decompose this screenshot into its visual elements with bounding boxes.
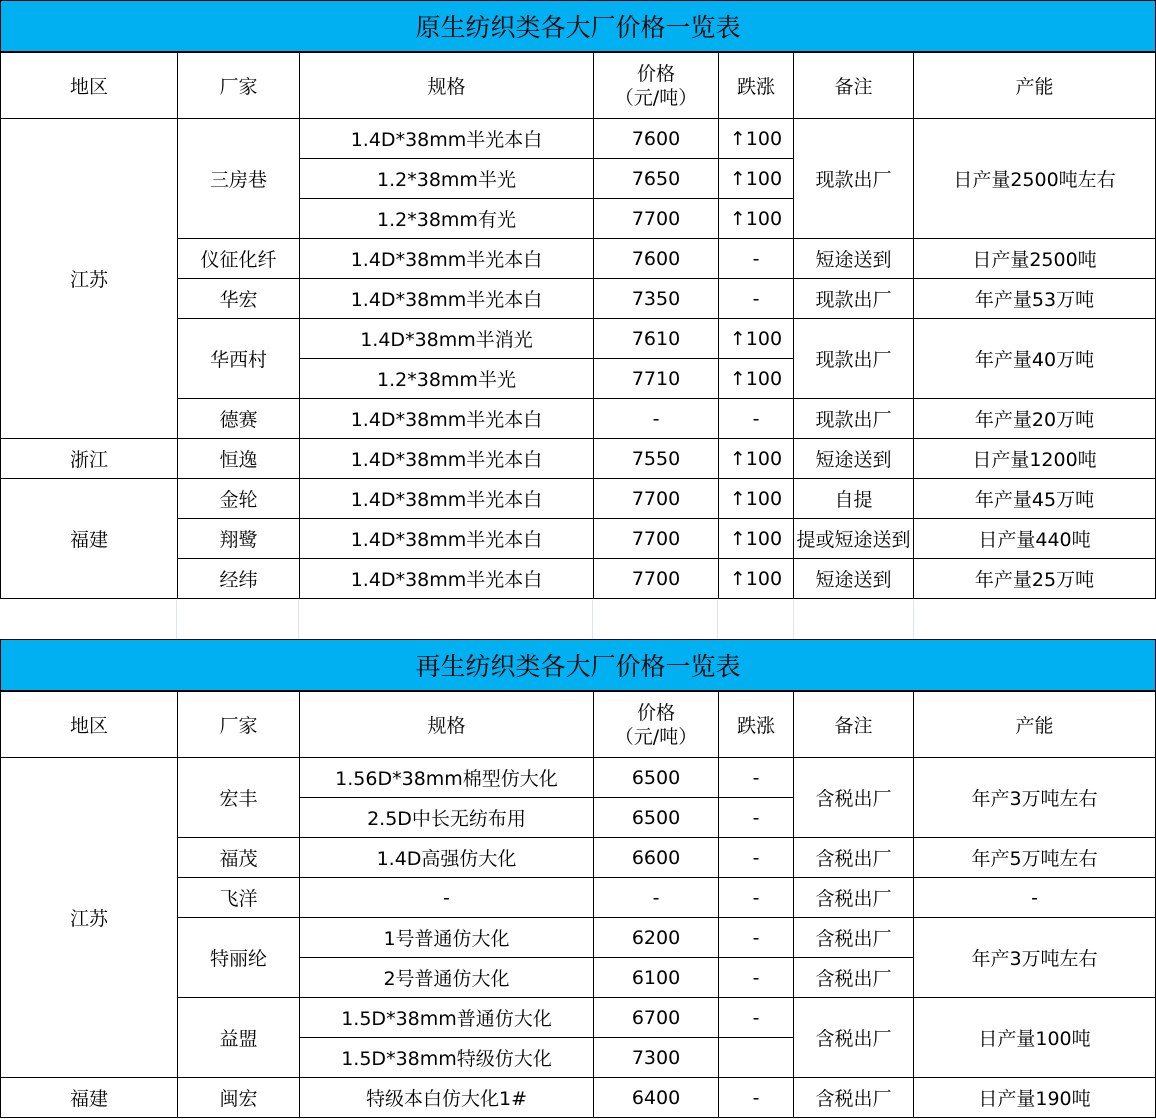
capacity-cell: 日产量1200吨 bbox=[914, 439, 1156, 479]
price-cell: 7700 bbox=[594, 519, 719, 559]
capacity-cell: 年产量45万吨 bbox=[914, 479, 1156, 519]
change-cell: - bbox=[719, 1078, 794, 1118]
capacity-cell: 年产3万吨左右 bbox=[914, 918, 1156, 998]
spec-cell: 1.4D*38mm半光本白 bbox=[300, 119, 594, 159]
factory-cell: 飞洋 bbox=[178, 878, 300, 918]
region-cell: 福建 bbox=[1, 1078, 178, 1118]
note-cell: 含税出厂 bbox=[794, 878, 914, 918]
spec-cell: 1号普通仿大化 bbox=[300, 918, 594, 958]
spec-cell: 1.4D*38mm半光本白 bbox=[300, 439, 594, 479]
price-cell: 6500 bbox=[594, 758, 719, 798]
factory-cell: 德赛 bbox=[178, 399, 300, 439]
table2 bbox=[0, 691, 1156, 1118]
table-row bbox=[1, 479, 1156, 519]
gridline bbox=[913, 600, 914, 639]
spec-cell: 1.4D*38mm半光本白 bbox=[300, 519, 594, 559]
spec-cell: 1.2*38mm半光 bbox=[300, 159, 594, 199]
capacity-cell: 日产量2500吨左右 bbox=[914, 119, 1156, 239]
region-cell: 江苏 bbox=[1, 758, 178, 1078]
table-row bbox=[1, 439, 1156, 479]
header-factory: 厂家 bbox=[178, 53, 300, 119]
note-cell: 提或短途送到 bbox=[794, 519, 914, 559]
note-cell: 含税出厂 bbox=[794, 918, 914, 958]
header-factory: 厂家 bbox=[178, 692, 300, 758]
price-cell: - bbox=[594, 878, 719, 918]
change-cell: ↑100 bbox=[719, 119, 794, 159]
table-row bbox=[1, 119, 1156, 159]
spec-cell: 1.2*38mm半光 bbox=[300, 359, 594, 399]
capacity-cell: 年产量40万吨 bbox=[914, 319, 1156, 399]
spec-cell: 1.4D*38mm半光本白 bbox=[300, 399, 594, 439]
note-cell: 短途送到 bbox=[794, 239, 914, 279]
spec-cell: 1.5D*38mm特级仿大化 bbox=[300, 1038, 594, 1078]
header-spec: 规格 bbox=[300, 53, 594, 119]
gridline bbox=[298, 600, 299, 639]
table1-header-row bbox=[1, 53, 1156, 119]
spec-cell: 2.5D中长无纺布用 bbox=[300, 798, 594, 838]
note-cell: 含税出厂 bbox=[794, 838, 914, 878]
factory-cell: 华宏 bbox=[178, 279, 300, 319]
spec-cell: 1.4D*38mm半光本白 bbox=[300, 239, 594, 279]
header-note: 备注 bbox=[794, 692, 914, 758]
change-cell: ↑100 bbox=[719, 519, 794, 559]
factory-cell: 翔鹭 bbox=[178, 519, 300, 559]
capacity-cell: 年产量20万吨 bbox=[914, 399, 1156, 439]
change-cell: ↑100 bbox=[719, 199, 794, 239]
capacity-cell: 日产量100吨 bbox=[914, 998, 1156, 1078]
note-cell: 现款出厂 bbox=[794, 279, 914, 319]
capacity-cell: 日产量2500吨 bbox=[914, 239, 1156, 279]
price-cell: 7700 bbox=[594, 479, 719, 519]
header-capacity: 产能 bbox=[914, 692, 1156, 758]
price-cell: 7350 bbox=[594, 279, 719, 319]
header-price-label: 价格 bbox=[636, 701, 675, 724]
change-cell: ↑100 bbox=[719, 439, 794, 479]
change-cell: ↑100 bbox=[719, 159, 794, 199]
header-capacity: 产能 bbox=[914, 53, 1156, 119]
region-cell: 福建 bbox=[1, 479, 178, 599]
header-note: 备注 bbox=[794, 53, 914, 119]
header-change: 跌涨 bbox=[719, 692, 794, 758]
price-cell: 7610 bbox=[594, 319, 719, 359]
note-cell: 含税出厂 bbox=[794, 758, 914, 838]
factory-cell: 福茂 bbox=[178, 838, 300, 878]
spec-cell: 1.56D*38mm棉型仿大化 bbox=[300, 758, 594, 798]
price-cell: 6500 bbox=[594, 798, 719, 838]
gridline bbox=[592, 600, 593, 639]
note-cell: 短途送到 bbox=[794, 439, 914, 479]
price-cell: 7710 bbox=[594, 359, 719, 399]
note-cell: 含税出厂 bbox=[794, 998, 914, 1078]
price-cell: 6100 bbox=[594, 958, 719, 998]
capacity-cell: - bbox=[914, 878, 1156, 918]
table1-title: 原生纺织类各大厂价格一览表 bbox=[0, 0, 1156, 52]
price-cell: 7550 bbox=[594, 439, 719, 479]
spec-cell: 特级本白仿大化1# bbox=[300, 1078, 594, 1118]
spec-cell: 1.4D*38mm半光本白 bbox=[300, 559, 594, 599]
change-cell: - bbox=[719, 399, 794, 439]
factory-cell: 宏丰 bbox=[178, 758, 300, 838]
spacer-gridlines bbox=[0, 600, 1156, 639]
factory-cell: 恒逸 bbox=[178, 439, 300, 479]
price-cell: - bbox=[594, 399, 719, 439]
change-cell: - bbox=[719, 798, 794, 838]
factory-cell: 特丽纶 bbox=[178, 918, 300, 998]
change-cell: - bbox=[719, 279, 794, 319]
factory-cell: 益盟 bbox=[178, 998, 300, 1078]
factory-cell: 仪征化纤 bbox=[178, 239, 300, 279]
spec-cell: - bbox=[300, 878, 594, 918]
price-cell: 7600 bbox=[594, 119, 719, 159]
change-cell: - bbox=[719, 918, 794, 958]
header-region: 地区 bbox=[1, 692, 178, 758]
table2-title: 再生纺织类各大厂价格一览表 bbox=[0, 639, 1156, 691]
change-cell bbox=[719, 1038, 794, 1078]
change-cell: - bbox=[719, 998, 794, 1038]
factory-cell: 经纬 bbox=[178, 559, 300, 599]
change-cell: - bbox=[719, 838, 794, 878]
header-price-unit: （元/吨） bbox=[614, 725, 698, 748]
note-cell: 短途送到 bbox=[794, 559, 914, 599]
header-price bbox=[594, 692, 719, 758]
region-cell: 浙江 bbox=[1, 439, 178, 479]
header-region: 地区 bbox=[1, 53, 178, 119]
price-cell: 7700 bbox=[594, 559, 719, 599]
factory-cell: 闽宏 bbox=[178, 1078, 300, 1118]
price-cell: 7700 bbox=[594, 199, 719, 239]
change-cell: - bbox=[719, 958, 794, 998]
header-spec: 规格 bbox=[300, 692, 594, 758]
note-cell: 含税出厂 bbox=[794, 1078, 914, 1118]
factory-cell: 三房巷 bbox=[178, 119, 300, 239]
spec-cell: 1.2*38mm有光 bbox=[300, 199, 594, 239]
capacity-cell: 年产3万吨左右 bbox=[914, 758, 1156, 838]
note-cell: 现款出厂 bbox=[794, 399, 914, 439]
header-price-unit: （元/吨） bbox=[614, 86, 698, 109]
capacity-cell: 年产量25万吨 bbox=[914, 559, 1156, 599]
capacity-cell: 日产量440吨 bbox=[914, 519, 1156, 559]
table-row bbox=[1, 758, 1156, 798]
change-cell: - bbox=[719, 878, 794, 918]
factory-cell: 金轮 bbox=[178, 479, 300, 519]
note-cell: 现款出厂 bbox=[794, 319, 914, 399]
table-row bbox=[1, 1078, 1156, 1118]
gridline bbox=[717, 600, 718, 639]
price-cell: 7300 bbox=[594, 1038, 719, 1078]
spec-cell: 1.5D*38mm普通仿大化 bbox=[300, 998, 594, 1038]
capacity-cell: 年产5万吨左右 bbox=[914, 838, 1156, 878]
spec-cell: 1.4D*38mm半消光 bbox=[300, 319, 594, 359]
gridline bbox=[176, 600, 177, 639]
spec-cell: 1.4D*38mm半光本白 bbox=[300, 279, 594, 319]
header-change: 跌涨 bbox=[719, 53, 794, 119]
factory-cell: 华西村 bbox=[178, 319, 300, 399]
change-cell: - bbox=[719, 758, 794, 798]
price-cell: 7600 bbox=[594, 239, 719, 279]
price-cell: 6700 bbox=[594, 998, 719, 1038]
price-cell: 6400 bbox=[594, 1078, 719, 1118]
capacity-cell: 年产量53万吨 bbox=[914, 279, 1156, 319]
price-cell: 6600 bbox=[594, 838, 719, 878]
note-cell: 自提 bbox=[794, 479, 914, 519]
header-price bbox=[594, 53, 719, 119]
spec-cell: 1.4D高强仿大化 bbox=[300, 838, 594, 878]
change-cell: - bbox=[719, 239, 794, 279]
header-price-label: 价格 bbox=[636, 62, 675, 85]
spec-cell: 2号普通仿大化 bbox=[300, 958, 594, 998]
change-cell: ↑100 bbox=[719, 559, 794, 599]
gridline bbox=[793, 600, 794, 639]
table1 bbox=[0, 52, 1156, 599]
spec-cell: 1.4D*38mm半光本白 bbox=[300, 479, 594, 519]
region-cell: 江苏 bbox=[1, 119, 178, 439]
price-cell: 6200 bbox=[594, 918, 719, 958]
table2-header-row bbox=[1, 692, 1156, 758]
price-cell: 7650 bbox=[594, 159, 719, 199]
change-cell: ↑100 bbox=[719, 319, 794, 359]
note-cell: 含税出厂 bbox=[794, 958, 914, 998]
change-cell: ↑100 bbox=[719, 479, 794, 519]
capacity-cell: 日产量190吨 bbox=[914, 1078, 1156, 1118]
change-cell: ↑100 bbox=[719, 359, 794, 399]
note-cell: 现款出厂 bbox=[794, 119, 914, 239]
